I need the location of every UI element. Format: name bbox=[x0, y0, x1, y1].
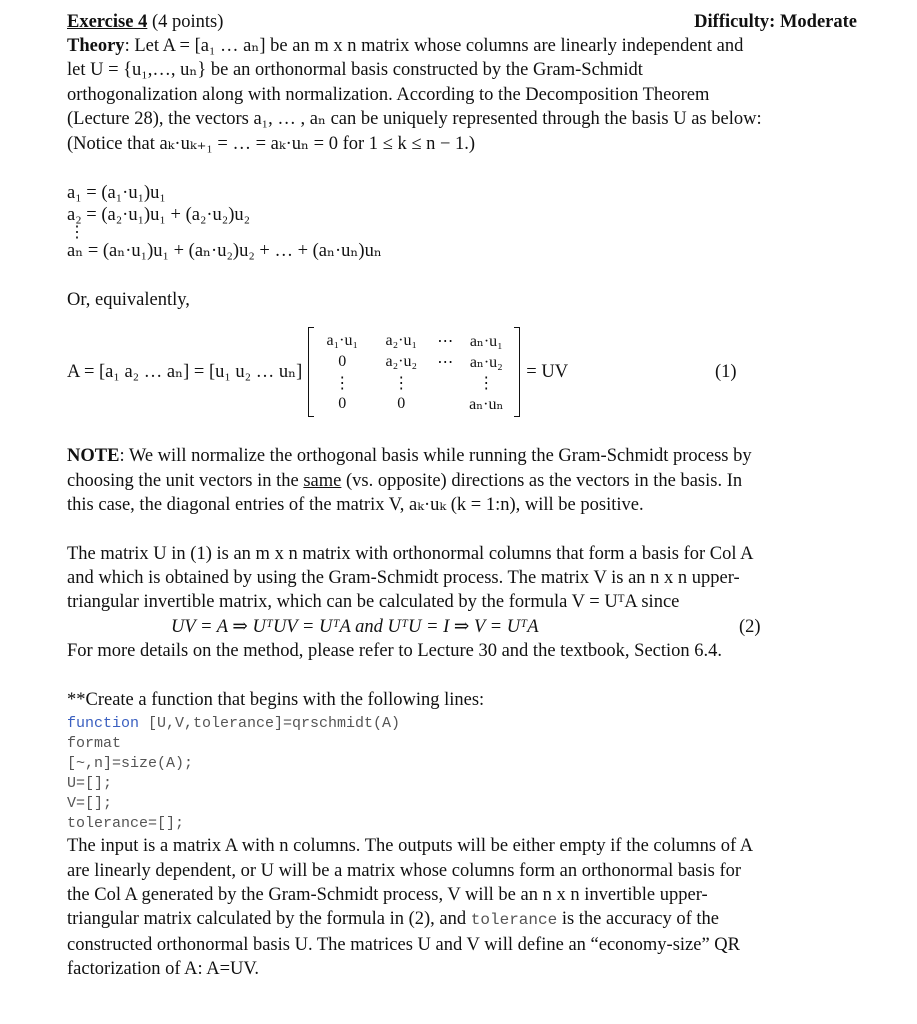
code-signature: [U,V,tolerance]=qrschmidt(A) bbox=[139, 715, 401, 733]
v-matrix-cell: 0 bbox=[338, 394, 347, 412]
matrix-right-bracket bbox=[514, 327, 520, 417]
code-line-function bbox=[67, 714, 857, 734]
theory-line-1 bbox=[67, 34, 857, 58]
v-matrix-cell: aₙ·u₂ bbox=[469, 353, 503, 371]
note-text-2b: (vs. opposite) directions as the vectors in the basis. In bbox=[341, 470, 743, 491]
theory-label: Theory bbox=[67, 36, 125, 56]
code-keyword: function bbox=[67, 715, 140, 733]
final-line-2: are linearly dependent, or U will be a matrix whose columns form an orthonormal basis for bbox=[67, 860, 742, 881]
code-line: V=[]; bbox=[67, 795, 113, 813]
equation-vdots: ⋮ bbox=[69, 224, 85, 242]
decomposition-equations bbox=[67, 182, 857, 262]
desc-line-2: and which is obtained by using the Gram-Schmidt process. The matrix V is an n x n upper- bbox=[67, 568, 740, 589]
difficulty-label: Difficulty: Moderate bbox=[694, 12, 857, 32]
v-matrix-cell: ⋮ bbox=[478, 374, 495, 392]
v-matrix-cell: ⋮ bbox=[393, 374, 410, 392]
exercise-points: (4 points) bbox=[151, 12, 224, 32]
exercise-title: Exercise 4 bbox=[67, 12, 148, 32]
v-matrix-cell: aₙ·uₙ bbox=[469, 395, 504, 413]
note-section bbox=[67, 444, 857, 517]
note-line-3: this case, the diagonal entries of the matrix V, aₖ·uₖ (k = 1:n), will be positive. bbox=[67, 495, 644, 516]
equation-a2: a₂ = (a₂·u₁)u₁ + (a₂·u₂)u₂ bbox=[67, 205, 251, 226]
note-underlined-same: same bbox=[303, 470, 342, 491]
matrix-rhs: = UV bbox=[526, 361, 569, 382]
equation-number-1: (1) bbox=[715, 361, 737, 382]
equation-a1: a₁ = (a₁·u₁)u₁ bbox=[67, 183, 166, 204]
theory-line-3: orthogonalization along with normalization. According to the Decomposition Theorem bbox=[67, 84, 710, 105]
create-function-section bbox=[67, 688, 857, 982]
create-intro: **Create a function that begins with the following lines: bbox=[67, 689, 485, 710]
desc-line-4: For more details on the method, please refer to Lecture 30 and the textbook, Section 6.4. bbox=[67, 641, 723, 662]
formula-2 bbox=[67, 615, 857, 639]
v-matrix-cell: aₙ·u₁ bbox=[469, 332, 503, 350]
equation-number-2: (2) bbox=[739, 616, 761, 637]
theory-line-5: (Notice that aₖ·uₖ₊₁ = … = aₖ·uₙ = 0 for 1 ≤ k ≤ n − 1.) bbox=[67, 133, 476, 154]
v-matrix-cell: a₁·u₁ bbox=[326, 331, 359, 349]
final-line-5: constructed orthonormal basis U. The matrices U and V will define an “economy-size” QR bbox=[67, 934, 741, 955]
v-matrix bbox=[314, 330, 514, 414]
v-matrix-cell: a₂·u₂ bbox=[385, 352, 418, 370]
theory-text-1: : Let A = [a₁ … aₙ] be an m x n matrix whose columns are linearly independent and bbox=[124, 36, 744, 56]
exercise-title-wrap bbox=[67, 10, 223, 34]
matrix-description bbox=[67, 542, 857, 664]
v-matrix-cell: ⋮ bbox=[334, 374, 351, 392]
code-block bbox=[67, 714, 857, 834]
final-line-6: factorization of A: A=UV. bbox=[67, 959, 259, 980]
tolerance-code: tolerance bbox=[470, 911, 558, 930]
note-text-1: : We will normalize the orthogonal basis while running the Gram-Schmidt process by bbox=[119, 446, 752, 467]
final-text-4b: is the accuracy of the bbox=[557, 909, 719, 930]
v-matrix-cell: a₂·u₁ bbox=[385, 331, 418, 349]
final-line-4 bbox=[67, 907, 857, 932]
matrix-lhs: A = [a₁ a₂ … aₙ] = [u₁ u₂ … uₙ] bbox=[67, 362, 303, 383]
v-matrix-cell: 0 bbox=[338, 352, 347, 370]
note-label: NOTE bbox=[67, 446, 120, 467]
exercise-page bbox=[67, 10, 857, 982]
exercise-header bbox=[67, 10, 857, 34]
desc-line-3: triangular invertible matrix, which can be calculated by the formula V = UᵀA since bbox=[67, 592, 680, 613]
theory-line-4: (Lecture 28), the vectors a₁, … , aₙ can be uniquely represented through the basis U as below: bbox=[67, 109, 762, 130]
note-text-2a: choosing the unit vectors in the bbox=[67, 470, 304, 491]
final-text-4a: triangular matrix calculated by the formula in (2), and bbox=[67, 909, 471, 930]
equivalently-text: Or, equivalently, bbox=[67, 290, 190, 311]
note-line-1 bbox=[67, 444, 857, 468]
theory-line-2: let U = {u₁,…, uₙ} be an orthonormal basis constructed by the Gram-Schmidt bbox=[67, 60, 643, 81]
v-matrix-cell: ⋯ bbox=[437, 353, 454, 371]
equation-an: aₙ = (aₙ·u₁)u₁ + (aₙ·u₂)u₂ + … + (aₙ·uₙ)uₙ bbox=[67, 241, 382, 262]
matrix-equation bbox=[67, 324, 857, 420]
code-line: [~,n]=size(A); bbox=[67, 755, 194, 773]
formula-2-text: UV = A ⇒ UᵀUV = UᵀA and UᵀU = I ⇒ V = UᵀA bbox=[171, 616, 539, 637]
code-line: tolerance=[]; bbox=[67, 815, 185, 833]
theory-section bbox=[67, 34, 857, 156]
code-line: U=[]; bbox=[67, 775, 113, 793]
final-line-3: the Col A generated by the Gram-Schmidt process, V will be an n x n invertible upper- bbox=[67, 884, 708, 905]
code-line: format bbox=[67, 735, 122, 753]
note-line-2 bbox=[67, 469, 857, 493]
v-matrix-cell: 0 bbox=[397, 394, 406, 412]
desc-line-1: The matrix U in (1) is an m x n matrix with orthonormal columns that form a basis for Col A bbox=[67, 543, 754, 564]
final-line-1: The input is a matrix A with n columns. The outputs will be either empty if the columns of A bbox=[67, 836, 754, 857]
v-matrix-cell: ⋯ bbox=[437, 332, 454, 350]
